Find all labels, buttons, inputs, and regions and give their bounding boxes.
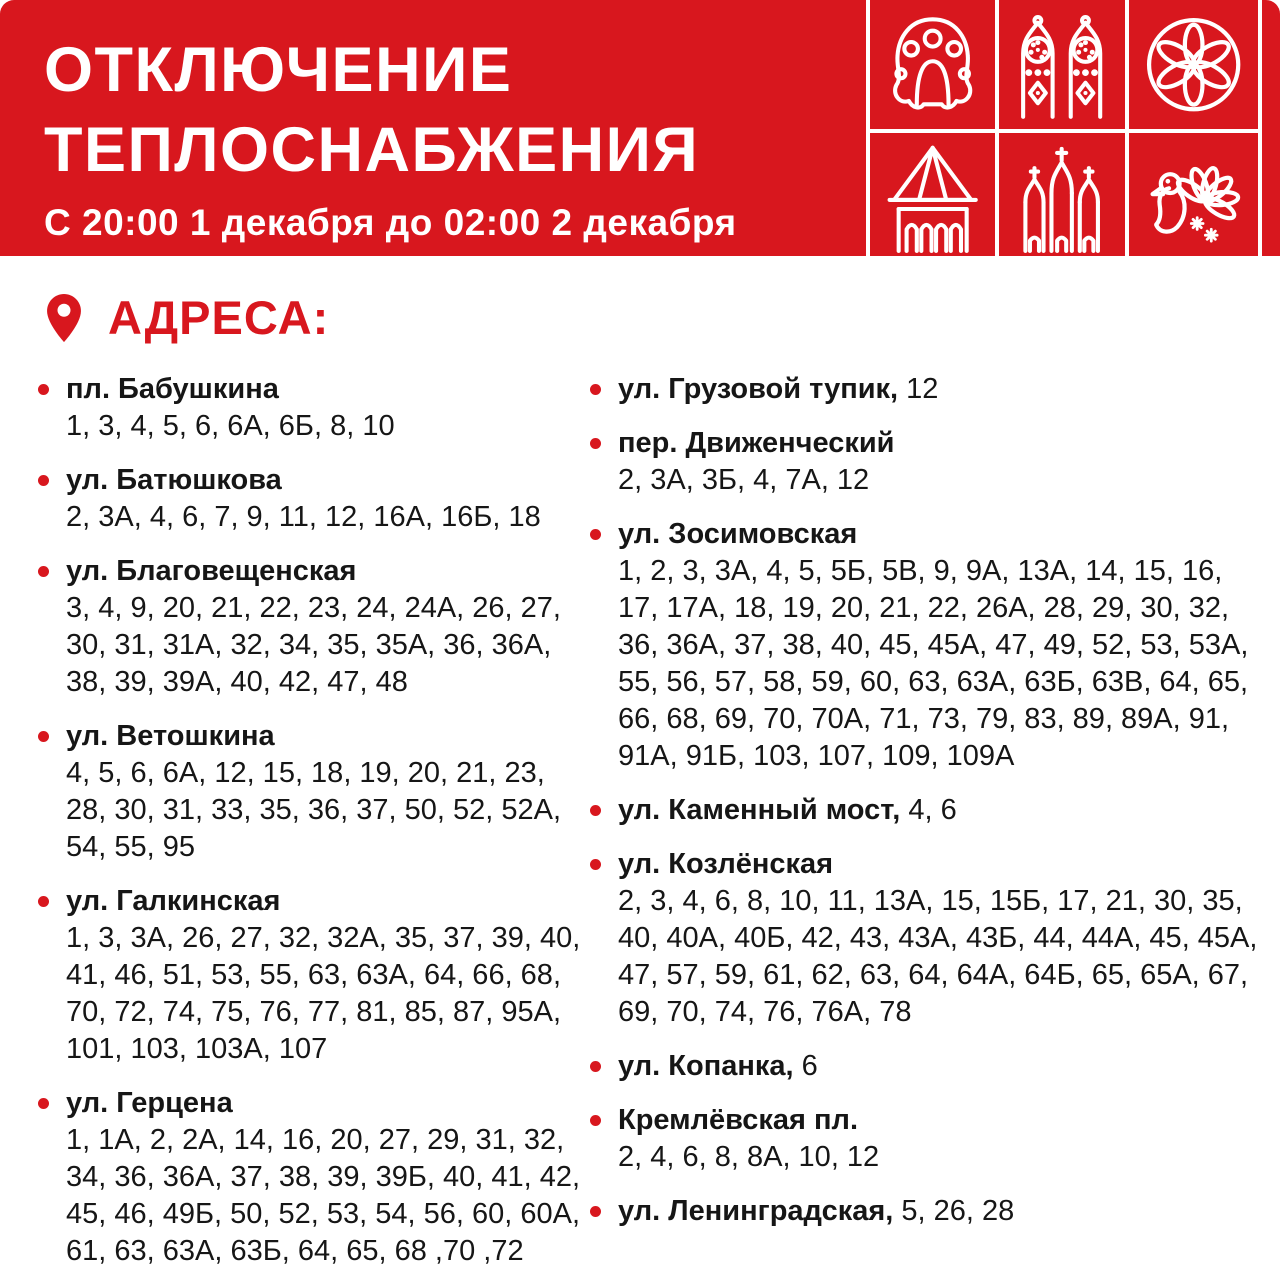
icon-cell [870, 133, 999, 256]
address-text [618, 425, 895, 499]
rosette-icon [1135, 6, 1252, 123]
address-column-left [38, 371, 590, 1280]
poster-title-line1: ОТКЛЮЧЕНИЕ [44, 35, 513, 105]
street-name: пер. Движенческий [618, 427, 895, 459]
house-numbers: 12 [898, 373, 939, 405]
header-band [0, 0, 1280, 256]
address-item [38, 371, 590, 445]
address-item [38, 553, 590, 701]
address-text [618, 371, 938, 408]
street-name: ул. Грузовой тупик, [618, 373, 899, 405]
address-item [590, 371, 1260, 408]
house-numbers: 6 [793, 1050, 818, 1082]
bullet-dot [590, 384, 601, 395]
cathedral-icon [1005, 139, 1118, 256]
house-numbers: 3, 4, 9, 20, 21, 22, 23, 24, 24А, 26, 27, 30, 31, 31А, 32, 34, 35, 35А, 36, 36А, 38, 39, 39А, 40, 42, 47, 48 [66, 592, 561, 698]
tent-tower-icon [876, 139, 989, 256]
house-numbers: 2, 3А, 4, 6, 7, 9, 11, 12, 16А, 16Б, 18 [66, 501, 541, 533]
bullet-dot [38, 896, 49, 907]
address-text [66, 553, 590, 701]
address-item [38, 883, 590, 1068]
icon-cell [999, 133, 1128, 256]
bullet-dot [590, 805, 601, 816]
addresses-heading-label: АДРЕСА: [108, 291, 330, 344]
bullet-dot [38, 566, 49, 577]
street-name: ул. Козлёнская [618, 848, 834, 880]
bullet-dot [590, 1061, 601, 1072]
house-numbers: 2, 3, 4, 6, 8, 10, 11, 13А, 15, 15Б, 17, 21, 30, 35, 40, 40А, 40Б, 42, 43, 43А, 43Б, 44, 44А, 45, 45А, 47, 57, 59, 61, 62, 63, 64, 64А, 64Б, 65, 65А, 67, 69, 70, 74, 76, 76А, 78 [618, 885, 1258, 1028]
addresses-section [0, 256, 1280, 1280]
addresses-heading [46, 290, 1260, 345]
street-name: ул. Каменный мост, [618, 794, 901, 826]
street-name: Кремлёвская пл. [618, 1104, 859, 1136]
folk-icons-grid [866, 0, 1262, 256]
house-numbers: 4, 5, 6, 6А, 12, 15, 18, 19, 20, 21, 23, 28, 30, 31, 33, 35, 36, 37, 50, 52, 52А, 54, 55, 95 [66, 757, 561, 863]
address-text [618, 1048, 818, 1085]
address-item [38, 462, 590, 536]
poster-title-line2: ТЕПЛОСНАБЖЕНИЯ [44, 115, 700, 185]
house-numbers: 1, 3, 4, 5, 6, 6А, 6Б, 8, 10 [66, 410, 395, 442]
address-text [66, 462, 541, 536]
address-item [590, 792, 1260, 829]
address-item [590, 1102, 1260, 1176]
house-numbers: 4, 6 [900, 794, 957, 826]
street-name: пл. Бабушкина [66, 373, 279, 405]
poster-subtitle: С 20:00 1 декабря до 02:00 2 декабря [44, 202, 737, 243]
icon-cell [870, 0, 999, 133]
bullet-dot [38, 1098, 49, 1109]
bullet-dot [38, 475, 49, 486]
house-numbers: 1, 1А, 2, 2А, 14, 16, 20, 27, 29, 31, 32, 34, 36, 36А, 37, 38, 39, 39Б, 40, 41, 42, 45, 46, 49Б, 50, 52, 53, 54, 56, 60, 60А, 61, 63, 63А, 63Б, 64, 65, 68 ,70 ,72 [66, 1124, 581, 1267]
street-name: ул. Ветошкина [66, 720, 275, 752]
street-name: ул. Галкинская [66, 885, 281, 917]
address-item [38, 718, 590, 866]
address-text [66, 371, 395, 445]
bullet-dot [590, 859, 601, 870]
address-text [66, 1085, 590, 1270]
house-numbers: 2, 3А, 3Б, 4, 7А, 12 [618, 464, 870, 496]
address-item [590, 425, 1260, 499]
address-item [590, 1193, 1260, 1230]
street-name: ул. Зосимовская [618, 518, 858, 550]
street-name: ул. Благовещенская [66, 555, 357, 587]
address-text [618, 1102, 879, 1176]
bullet-dot [38, 731, 49, 742]
street-name: ул. Герцена [66, 1087, 233, 1119]
address-column-right [590, 371, 1260, 1247]
bullet-dot [590, 1206, 601, 1217]
street-name: ул. Ленинградская, [618, 1195, 894, 1227]
address-item [590, 1048, 1260, 1085]
address-text [618, 1193, 1014, 1230]
bullet-dot [38, 384, 49, 395]
address-text [618, 516, 1260, 775]
bullet-dot [590, 1115, 601, 1126]
address-text [618, 846, 1260, 1031]
street-name: ул. Батюшкова [66, 464, 282, 496]
house-numbers: 2, 4, 6, 8, 8А, 10, 12 [618, 1141, 880, 1173]
bullet-dot [590, 438, 601, 449]
address-columns [38, 371, 1260, 1280]
house-numbers: 1, 2, 3, 3А, 4, 5, 5Б, 5В, 9, 9А, 13А, 14, 15, 16, 17, 17А, 18, 19, 20, 21, 22, 26А, 28, 29, 30, 32, 36, 36А, 37, 38, 40, 45, 45А, 47, 49, 52, 53, 53А, 55, 56, 57, 58, 59, 60, 63, 63А, 63Б, 63В, 64, 65, 66, 68, 69, 70, 70А, 71, 73, 79, 83, 89, 89А, 91, 91А, 91Б, 103, 107, 109, 109А [618, 555, 1249, 772]
address-item [38, 1085, 590, 1270]
address-text [66, 883, 590, 1068]
address-text [66, 718, 590, 866]
address-item [590, 846, 1260, 1031]
house-numbers: 1, 3, 3А, 26, 27, 32, 32А, 35, 37, 39, 40, 41, 46, 51, 53, 55, 63, 63А, 64, 66, 68, 70, 72, 74, 75, 76, 77, 81, 85, 87, 95А, 101, 103, 103А, 107 [66, 922, 581, 1065]
header-titles [44, 30, 737, 244]
bullet-dot [590, 529, 601, 540]
bird-icon [1135, 139, 1252, 256]
street-name: ул. Копанка, [618, 1050, 794, 1082]
icon-cell [1129, 133, 1258, 256]
icon-cell [1129, 0, 1258, 133]
kokoshnik-icon [876, 6, 989, 123]
church-towers-icon [1005, 6, 1118, 123]
house-numbers: 5, 26, 28 [893, 1195, 1015, 1227]
map-pin-icon [46, 294, 82, 342]
address-item [590, 516, 1260, 775]
icon-cell [999, 0, 1128, 133]
address-text [618, 792, 957, 829]
